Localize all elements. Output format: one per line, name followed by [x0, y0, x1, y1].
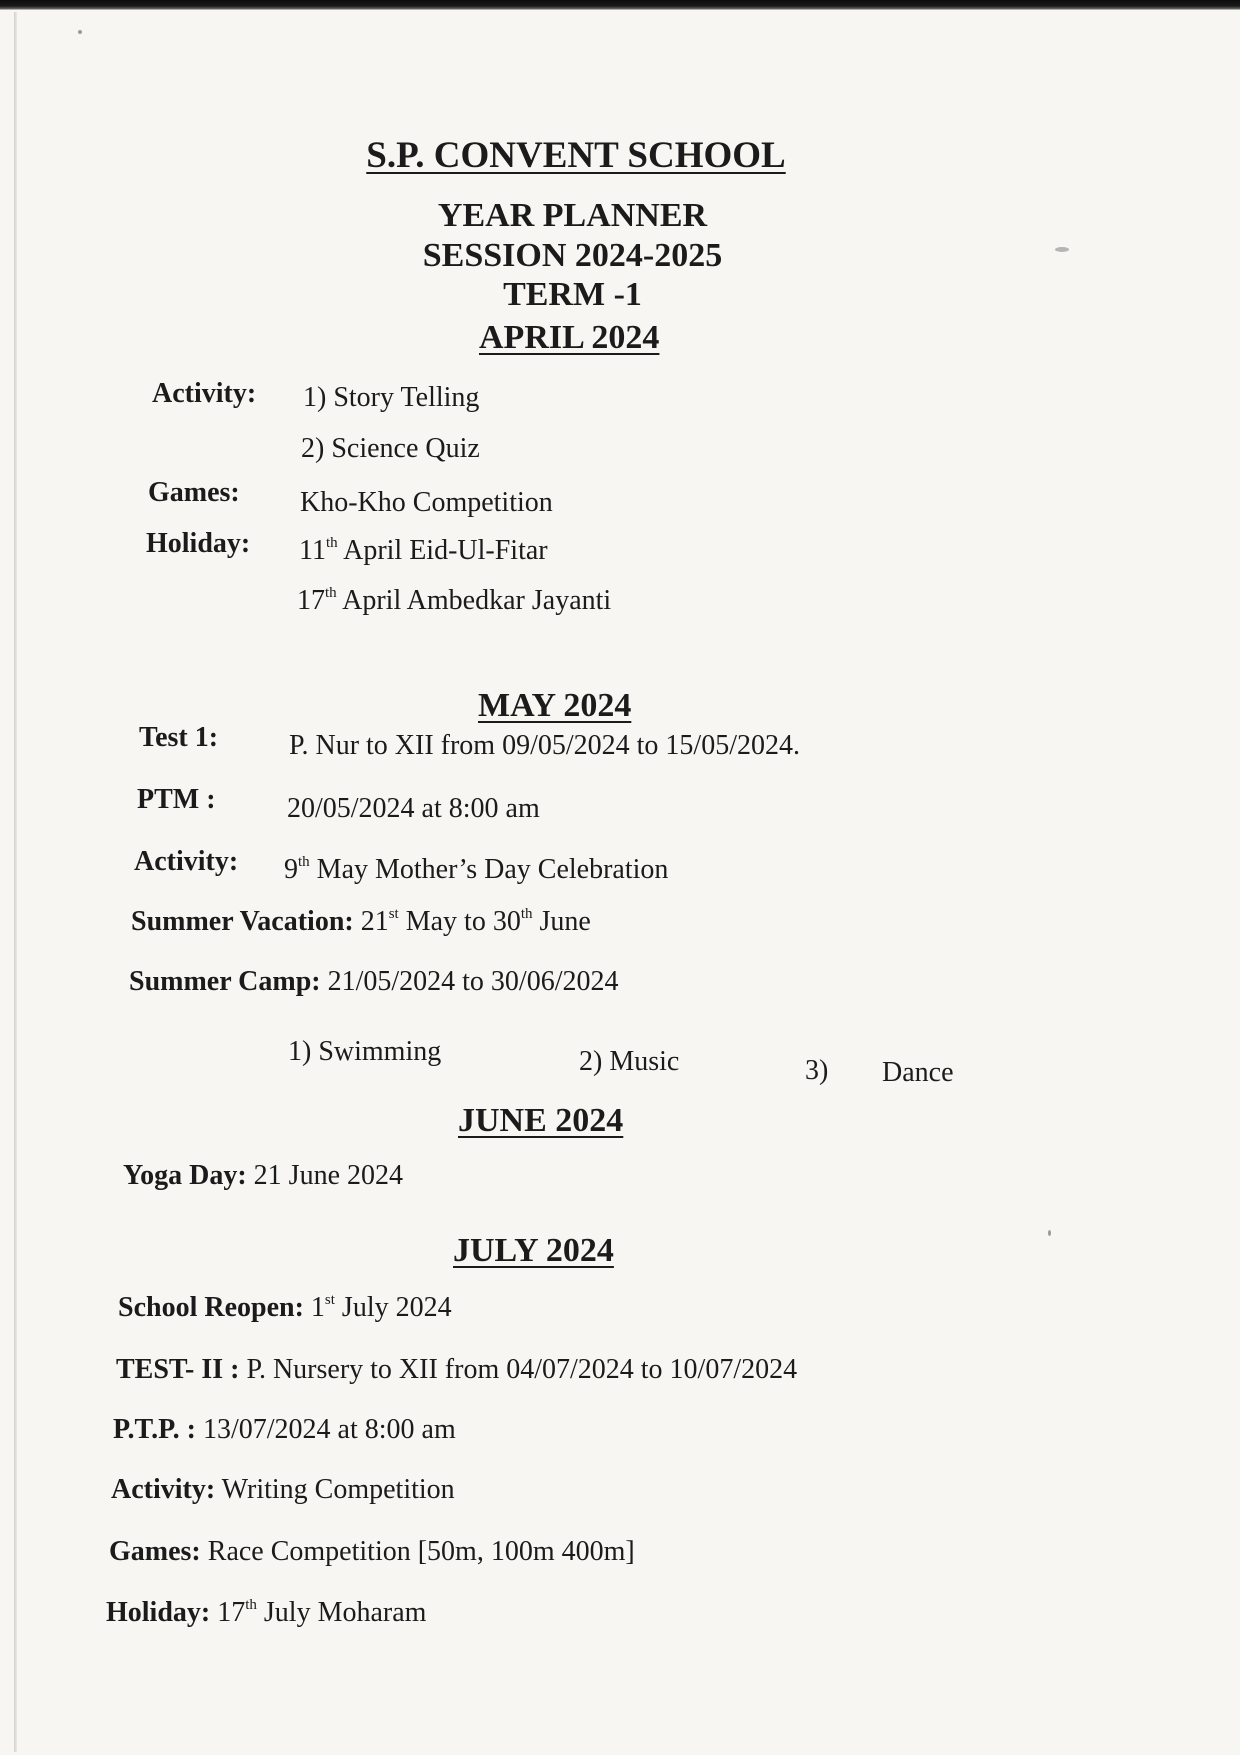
april-holiday-label: Holiday:	[146, 528, 251, 559]
scan-speck	[78, 30, 82, 34]
scan-speck	[1048, 1230, 1051, 1236]
july-ptp: P.T.P. : 13/07/2024 at 8:00 am	[113, 1414, 456, 1445]
july-school-reopen: School Reopen: 1st July 2024	[118, 1292, 452, 1323]
july-holiday: Holiday: 17th July Moharam	[106, 1597, 427, 1628]
may-activity-label: Activity:	[134, 846, 239, 877]
may-ptm-label: PTM :	[137, 784, 216, 815]
april-heading: APRIL 2024	[479, 319, 660, 356]
scan-top-edge	[0, 0, 1240, 10]
april-games-label: Games:	[148, 477, 240, 508]
may-summer-camp: Summer Camp: 21/05/2024 to 30/06/2024	[129, 966, 619, 997]
may-heading: MAY 2024	[478, 687, 632, 724]
july-games: Games: Race Competition [50m, 100m 400m]	[109, 1536, 635, 1567]
may-ptm: 20/05/2024 at 8:00 am	[287, 793, 540, 824]
term-label: TERM -1	[503, 276, 642, 313]
april-activity-1: 1) Story Telling	[303, 382, 480, 413]
july-activity: Activity: Writing Competition	[111, 1474, 455, 1505]
session-label: SESSION 2024-2025	[422, 237, 723, 274]
may-camp-item-3-number: 3)	[805, 1055, 829, 1086]
june-heading: JUNE 2024	[458, 1102, 624, 1139]
may-camp-item-3: Dance	[882, 1057, 954, 1088]
june-yoga-day: Yoga Day: 21 June 2024	[123, 1160, 403, 1191]
may-camp-item-2: 2) Music	[579, 1046, 680, 1077]
may-activity: 9th May Mother’s Day Celebration	[284, 854, 669, 885]
may-test: P. Nur to XII from 09/05/2024 to 15/05/2024.	[289, 730, 800, 761]
april-holiday-1: 11th April Eid-Ul-Fitar	[299, 535, 548, 566]
may-test-label: Test 1:	[139, 722, 219, 753]
planner-title: YEAR PLANNER	[437, 197, 708, 234]
april-activity-label: Activity:	[152, 378, 257, 409]
may-summer-vacation: Summer Vacation: 21st May to 30th June	[131, 906, 591, 937]
may-camp-item-1: 1) Swimming	[288, 1036, 442, 1067]
april-holiday-2: 17th April Ambedkar Jayanti	[297, 585, 612, 616]
july-test-2: TEST- II : P. Nursery to XII from 04/07/2024 to 10/07/2024	[116, 1354, 798, 1385]
april-activity-2: 2) Science Quiz	[301, 433, 480, 464]
school-name: S.P. CONVENT SCHOOL	[366, 135, 786, 176]
april-games: Kho-Kho Competition	[300, 487, 553, 518]
july-heading: JULY 2024	[453, 1232, 614, 1269]
